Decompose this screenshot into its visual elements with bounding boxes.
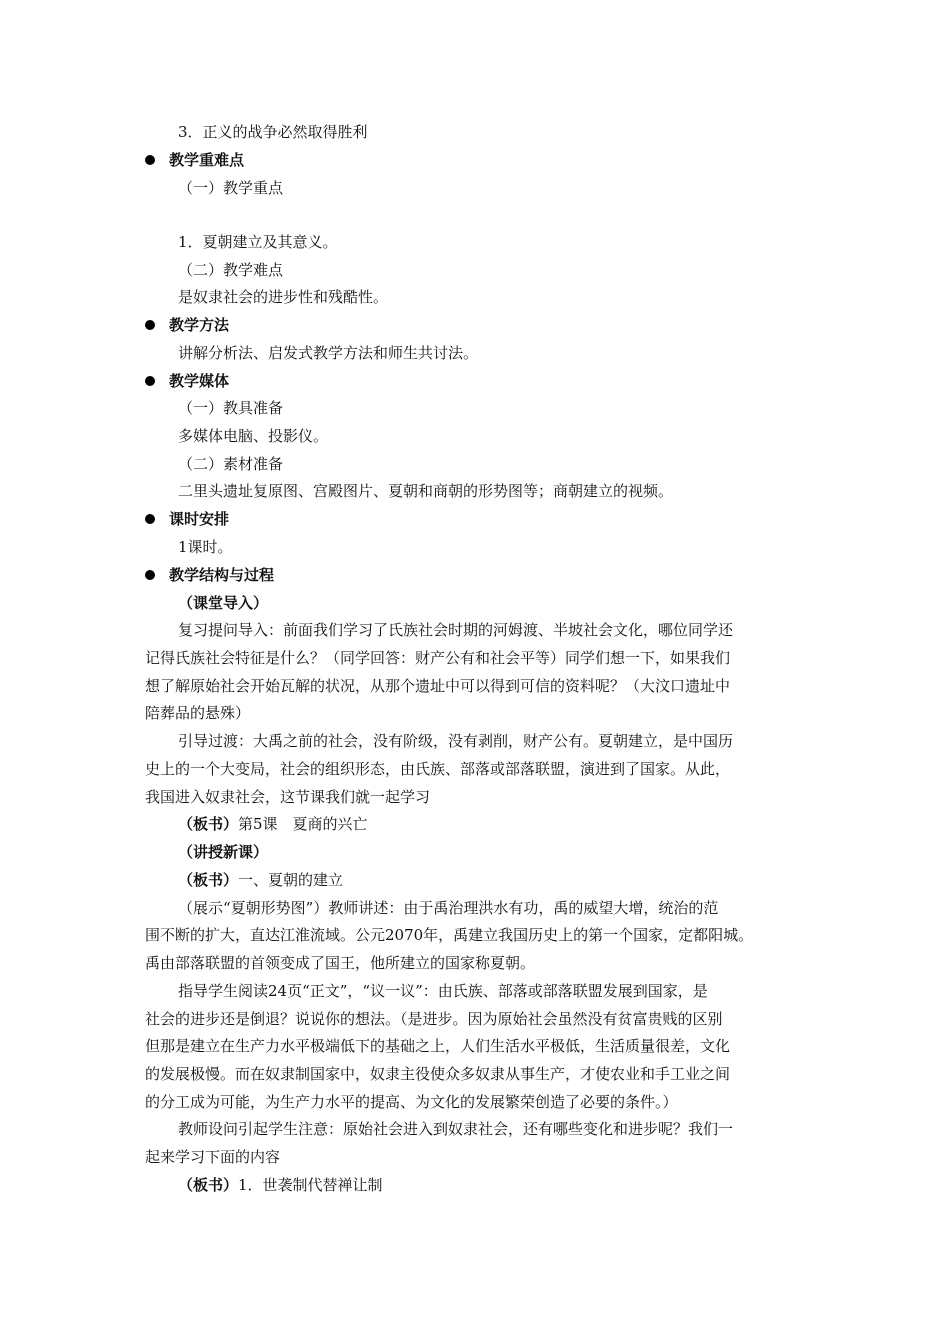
section-heading-schedule: 课时安排 bbox=[145, 509, 229, 529]
materials-text: 二里头遗址复原图、宫殿图片、夏朝和商朝的形势图等；商朝建立的视频。 bbox=[178, 482, 674, 500]
paragraph-line: 禹由部落联盟的首领变成了国王，他所建立的国家称夏朝。 bbox=[145, 954, 536, 972]
paragraph-line: 但那是建立在生产力水平极端低下的基础之上，人们生活水平极低，生活质量很差，文化 bbox=[145, 1037, 731, 1055]
board-note: （板书）第5课 夏商的兴亡 bbox=[178, 815, 368, 833]
paragraph-line: （展示“夏朝形势图”）教师讲述：由于禹治理洪水有功，禹的威望大增，统治的范 bbox=[178, 899, 719, 917]
bullet-icon bbox=[145, 376, 155, 386]
difficulty-text: 是奴隶社会的进步性和残酷性。 bbox=[178, 288, 389, 306]
paragraph-line: 引导过渡：大禹之前的社会，没有阶级，没有剥削，财产公有。夏朝建立，是中国历 bbox=[178, 732, 734, 750]
paragraph-line: 史上的一个大变局，社会的组织形态，由氏族、部落或部落联盟，演进到了国家。从此， bbox=[145, 760, 731, 778]
section-heading-process: 教学结构与过程 bbox=[145, 565, 274, 585]
bullet-icon bbox=[145, 514, 155, 524]
bullet-icon bbox=[145, 320, 155, 330]
section-heading-methods: 教学方法 bbox=[145, 315, 229, 335]
subheading-focus: （一）教学重点 bbox=[178, 179, 284, 197]
section-heading-media: 教学媒体 bbox=[145, 371, 229, 391]
subheading-intro: （课堂导入） bbox=[178, 594, 269, 612]
subheading-new-lesson: （讲授新课） bbox=[178, 843, 269, 861]
subheading-tools: （一）教具准备 bbox=[178, 399, 284, 417]
paragraph-line: 教师设问引起学生注意：原始社会进入到奴隶社会，还有哪些变化和进步呢？我们一 bbox=[178, 1120, 734, 1138]
paragraph-line: 我国进入奴隶社会，这节课我们就一起学习 bbox=[145, 788, 431, 806]
objective-item-3: 3．正义的战争必然取得胜利 bbox=[178, 123, 368, 141]
paragraph-line: 的发展极慢。而在奴隶制国家中，奴隶主役使众多奴隶从事生产，才使农业和手工业之间 bbox=[145, 1065, 731, 1083]
paragraph-line: 社会的进步还是倒退？说说你的想法。（是进步。因为原始社会虽然没有贫富贵贱的区别 bbox=[145, 1010, 723, 1028]
paragraph-line: 围不断的扩大，直达江淮流域。公元2070年，禹建立我国历史上的第一个国家，定都阳城。 bbox=[145, 926, 754, 944]
subheading-materials: （二）素材准备 bbox=[178, 455, 284, 473]
section-heading-key-points: 教学重难点 bbox=[145, 150, 244, 170]
paragraph-line: 复习提问导入：前面我们学习了氏族社会时期的河姆渡、半坡社会文化，哪位同学还 bbox=[178, 621, 734, 639]
paragraph-line: 的分工成为可能，为生产力水平的提高、为文化的发展繁荣创造了必要的条件。） bbox=[145, 1093, 678, 1111]
tools-text: 多媒体电脑、投影仪。 bbox=[178, 427, 329, 445]
methods-text: 讲解分析法、启发式教学方法和师生共讨法。 bbox=[178, 344, 479, 362]
subheading-difficulty: （二）教学难点 bbox=[178, 261, 284, 279]
paragraph-line: 指导学生阅读24页“正文”，“议一议”：由氏族、部落或部落联盟发展到国家，是 bbox=[178, 982, 708, 1000]
paragraph-line: 起来学习下面的内容 bbox=[145, 1148, 281, 1166]
bullet-icon bbox=[145, 570, 155, 580]
board-note: （板书）1．世袭制代替禅让制 bbox=[178, 1176, 383, 1194]
focus-item-1: 1．夏朝建立及其意义。 bbox=[178, 233, 338, 251]
paragraph-line: 陪葬品的悬殊） bbox=[145, 704, 251, 722]
paragraph-line: 想了解原始社会开始瓦解的状况，从那个遗址中可以得到可信的资料呢？（大汶口遗址中 bbox=[145, 677, 731, 695]
paragraph-line: 记得氏族社会特征是什么？（同学回答：财产公有和社会平等）同学们想一下，如果我们 bbox=[145, 649, 731, 667]
schedule-text: 1课时。 bbox=[178, 538, 233, 556]
board-note: （板书）一、夏朝的建立 bbox=[178, 871, 344, 889]
bullet-icon bbox=[145, 155, 155, 165]
